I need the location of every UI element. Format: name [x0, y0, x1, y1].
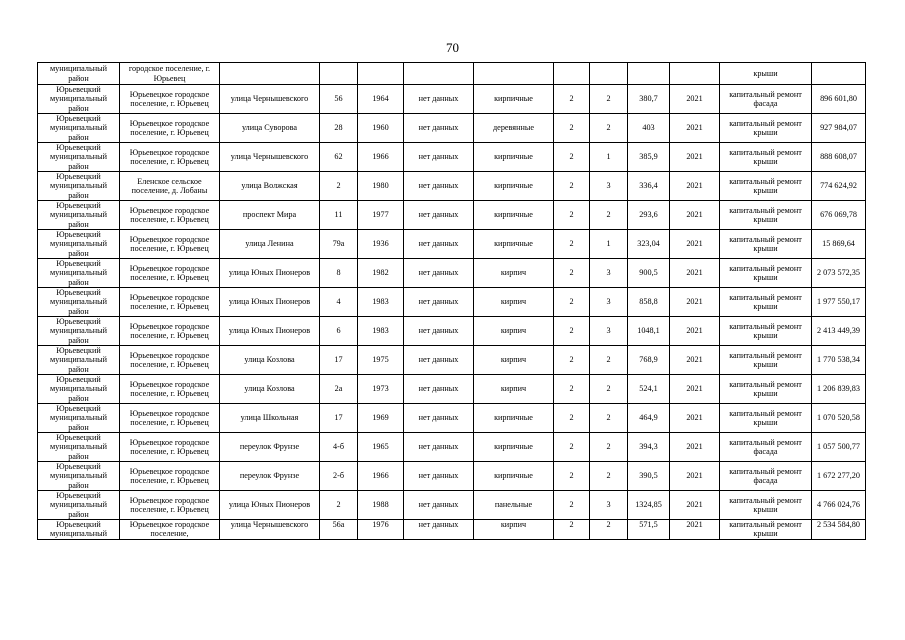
cell-area: 293,6 — [628, 201, 670, 230]
cell-district: Юрьевецкий муниципальный район — [38, 288, 120, 317]
cell-house: 56а — [320, 520, 358, 540]
cell-cost: 1 672 277,20 — [812, 462, 866, 491]
cell-floors: 2 — [554, 259, 590, 288]
cell-floors: 2 — [554, 404, 590, 433]
cell-entrances: 3 — [590, 172, 628, 201]
cell-year — [358, 63, 404, 85]
cell-material: кирпичные — [474, 230, 554, 259]
cell-area: 385,9 — [628, 143, 670, 172]
table-row — [38, 491, 866, 520]
cell-floors: 2 — [554, 462, 590, 491]
cell-street: улица Юных Пионеров — [220, 317, 320, 346]
cell-house: 62 — [320, 143, 358, 172]
cell-year: 1975 — [358, 346, 404, 375]
cell-settlement: городское поселение, г. Юрьевец — [120, 63, 220, 85]
cell-street: улица Козлова — [220, 346, 320, 375]
cell-floors: 2 — [554, 114, 590, 143]
cell-plan-year: 2021 — [670, 433, 720, 462]
cell-cost: 927 984,07 — [812, 114, 866, 143]
cell-plan-year: 2021 — [670, 317, 720, 346]
cell-cost — [812, 63, 866, 85]
cell-cost: 774 624,92 — [812, 172, 866, 201]
cell-area: 464,9 — [628, 404, 670, 433]
cell-status: нет данных — [404, 433, 474, 462]
cell-year: 1966 — [358, 462, 404, 491]
cell-street: улица Чернышевского — [220, 520, 320, 540]
cell-work: капитальный ремонт крыши — [720, 230, 812, 259]
cell-area: 768,9 — [628, 346, 670, 375]
cell-status: нет данных — [404, 114, 474, 143]
cell-floors: 2 — [554, 172, 590, 201]
cell-cost: 4 766 024,76 — [812, 491, 866, 520]
cell-street: улица Юных Пионеров — [220, 259, 320, 288]
cell-floors: 2 — [554, 520, 590, 540]
cell-status: нет данных — [404, 491, 474, 520]
cell-year: 1983 — [358, 317, 404, 346]
cell-material — [474, 63, 554, 85]
cell-settlement: Юрьевецкое городское поселение, г. Юрьевец — [120, 259, 220, 288]
cell-status: нет данных — [404, 259, 474, 288]
cell-street: улица Юных Пионеров — [220, 288, 320, 317]
cell-district: Юрьевецкий муниципальный район — [38, 404, 120, 433]
cell-plan-year: 2021 — [670, 491, 720, 520]
cell-year: 1966 — [358, 143, 404, 172]
cell-settlement: Юрьевецкое городское поселение, г. Юрьевец — [120, 85, 220, 114]
cell-district: Юрьевецкий муниципальный район — [38, 462, 120, 491]
cell-district: Юрьевецкий муниципальный район — [38, 317, 120, 346]
cell-street: улица Юных Пионеров — [220, 491, 320, 520]
cell-district: Юрьевецкий муниципальный район — [38, 85, 120, 114]
cell-house: 28 — [320, 114, 358, 143]
cell-cost: 2 073 572,35 — [812, 259, 866, 288]
cell-area: 336,4 — [628, 172, 670, 201]
table-row — [38, 404, 866, 433]
cell-material: деревянные — [474, 114, 554, 143]
cell-floors: 2 — [554, 143, 590, 172]
table-body — [38, 63, 866, 520]
cell-status: нет данных — [404, 201, 474, 230]
cell-plan-year: 2021 — [670, 114, 720, 143]
cell-street: улица Волжская — [220, 172, 320, 201]
cell-settlement: Юрьевецкое городское поселение, г. Юрьевец — [120, 288, 220, 317]
cell-work: капитальный ремонт фасада — [720, 462, 812, 491]
cell-house: 2 — [320, 491, 358, 520]
cell-plan-year: 2021 — [670, 462, 720, 491]
table-row-cut — [38, 520, 866, 540]
cell-floors: 2 — [554, 201, 590, 230]
cell-work: капитальный ремонт крыши — [720, 259, 812, 288]
cell-status: нет данных — [404, 462, 474, 491]
cell-district: Юрьевецкий муниципальный район — [38, 375, 120, 404]
cell-entrances: 2 — [590, 404, 628, 433]
cell-plan-year: 2021 — [670, 143, 720, 172]
cell-street: улица Суворова — [220, 114, 320, 143]
cell-status: нет данных — [404, 172, 474, 201]
cell-settlement: Юрьевецкое городское поселение, — [120, 520, 220, 540]
cell-settlement: Юрьевецкое городское поселение, г. Юрьевец — [120, 404, 220, 433]
table-row — [38, 85, 866, 114]
cell-work: капитальный ремонт фасада — [720, 433, 812, 462]
cell-entrances: 2 — [590, 462, 628, 491]
cell-floors: 2 — [554, 230, 590, 259]
cell-settlement: Юрьевецкое городское поселение, г. Юрьевец — [120, 230, 220, 259]
cell-work: капитальный ремонт крыши — [720, 491, 812, 520]
cell-floors: 2 — [554, 288, 590, 317]
cell-cost: 2 413 449,39 — [812, 317, 866, 346]
cell-year: 1960 — [358, 114, 404, 143]
cell-status: нет данных — [404, 288, 474, 317]
cell-work: капитальный ремонт крыши — [720, 520, 812, 540]
cell-street: проспект Мира — [220, 201, 320, 230]
cell-work: капитальный ремонт крыши — [720, 114, 812, 143]
cell-settlement: Юрьевецкое городское поселение, г. Юрьевец — [120, 375, 220, 404]
cell-work: капитальный ремонт крыши — [720, 317, 812, 346]
cell-settlement: Юрьевецкое городское поселение, г. Юрьевец — [120, 491, 220, 520]
cell-year: 1936 — [358, 230, 404, 259]
cell-year: 1988 — [358, 491, 404, 520]
cell-material: кирпичные — [474, 404, 554, 433]
cell-house: 56 — [320, 85, 358, 114]
cell-street: улица Чернышевского — [220, 85, 320, 114]
table-body-end — [38, 520, 866, 540]
cell-status: нет данных — [404, 520, 474, 540]
cell-work: капитальный ремонт крыши — [720, 404, 812, 433]
cell-material: кирпичные — [474, 172, 554, 201]
cell-material: кирпичные — [474, 462, 554, 491]
cell-year: 1983 — [358, 288, 404, 317]
cell-area: 571,5 — [628, 520, 670, 540]
cell-material: кирпичные — [474, 143, 554, 172]
cell-settlement: Юрьевецкое городское поселение, г. Юрьевец — [120, 201, 220, 230]
cell-entrances: 2 — [590, 520, 628, 540]
cell-material: кирпич — [474, 288, 554, 317]
cell-entrances: 3 — [590, 491, 628, 520]
cell-house: 79а — [320, 230, 358, 259]
cell-house: 2а — [320, 375, 358, 404]
cell-floors — [554, 63, 590, 85]
cell-status — [404, 63, 474, 85]
cell-plan-year: 2021 — [670, 404, 720, 433]
cell-cost: 1 206 839,83 — [812, 375, 866, 404]
cell-settlement: Юрьевецкое городское поселение, г. Юрьевец — [120, 317, 220, 346]
cell-work: капитальный ремонт крыши — [720, 143, 812, 172]
cell-material: кирпичные — [474, 201, 554, 230]
cell-year: 1980 — [358, 172, 404, 201]
cell-plan-year: 2021 — [670, 520, 720, 540]
cell-entrances: 3 — [590, 259, 628, 288]
table-row — [38, 375, 866, 404]
cell-cost: 1 057 500,77 — [812, 433, 866, 462]
cell-area: 380,7 — [628, 85, 670, 114]
cell-status: нет данных — [404, 230, 474, 259]
cell-house: 4 — [320, 288, 358, 317]
cell-area: 1324,85 — [628, 491, 670, 520]
cell-house: 2 — [320, 172, 358, 201]
cell-entrances: 2 — [590, 114, 628, 143]
cell-plan-year: 2021 — [670, 172, 720, 201]
cell-cost: 15 869,64 — [812, 230, 866, 259]
cell-area: 858,8 — [628, 288, 670, 317]
capital-repair-register-table — [37, 62, 866, 540]
table-row — [38, 433, 866, 462]
table-row-continued — [38, 63, 866, 85]
table-row — [38, 346, 866, 375]
cell-street: улица Школьная — [220, 404, 320, 433]
cell-street: улица Козлова — [220, 375, 320, 404]
cell-district: Юрьевецкий муниципальный район — [38, 346, 120, 375]
cell-plan-year — [670, 63, 720, 85]
cell-work: капитальный ремонт крыши — [720, 375, 812, 404]
cell-street: переулок Фрунзе — [220, 433, 320, 462]
cell-work: капитальный ремонт крыши — [720, 201, 812, 230]
cell-area: 394,3 — [628, 433, 670, 462]
cell-entrances — [590, 63, 628, 85]
cell-plan-year: 2021 — [670, 346, 720, 375]
cell-material: кирпичные — [474, 85, 554, 114]
cell-district: Юрьевецкий муниципальный — [38, 520, 120, 540]
cell-year: 1969 — [358, 404, 404, 433]
cell-plan-year: 2021 — [670, 230, 720, 259]
cell-year: 1976 — [358, 520, 404, 540]
cell-entrances: 2 — [590, 85, 628, 114]
cell-entrances: 2 — [590, 375, 628, 404]
cell-street — [220, 63, 320, 85]
cell-entrances: 2 — [590, 346, 628, 375]
cell-plan-year: 2021 — [670, 375, 720, 404]
cell-settlement: Юрьевецкое городское поселение, г. Юрьевец — [120, 346, 220, 375]
cell-plan-year: 2021 — [670, 259, 720, 288]
cell-settlement: Юрьевецкое городское поселение, г. Юрьевец — [120, 462, 220, 491]
cell-work: капитальный ремонт фасада — [720, 85, 812, 114]
cell-area: 900,5 — [628, 259, 670, 288]
table-row — [38, 230, 866, 259]
cell-cost: 1 070 520,58 — [812, 404, 866, 433]
table-row — [38, 201, 866, 230]
cell-house: 2-б — [320, 462, 358, 491]
cell-street: переулок Фрунзе — [220, 462, 320, 491]
cell-house: 11 — [320, 201, 358, 230]
cell-entrances: 2 — [590, 433, 628, 462]
cell-district: Юрьевецкий муниципальный район — [38, 433, 120, 462]
cell-year: 1977 — [358, 201, 404, 230]
cell-house: 17 — [320, 346, 358, 375]
cell-cost: 2 534 584,80 — [812, 520, 866, 540]
cell-area: 1048,1 — [628, 317, 670, 346]
cell-house: 6 — [320, 317, 358, 346]
cell-entrances: 2 — [590, 201, 628, 230]
cell-status: нет данных — [404, 317, 474, 346]
cell-house: 4-б — [320, 433, 358, 462]
cell-settlement: Юрьевецкое городское поселение, г. Юрьевец — [120, 114, 220, 143]
cell-material: кирпич — [474, 346, 554, 375]
cell-district: Юрьевецкий муниципальный район — [38, 491, 120, 520]
cell-status: нет данных — [404, 375, 474, 404]
cell-work: крыши — [720, 63, 812, 85]
cell-entrances: 3 — [590, 288, 628, 317]
cell-cost: 1 977 550,17 — [812, 288, 866, 317]
table-row — [38, 317, 866, 346]
cell-district: Юрьевецкий муниципальный район — [38, 172, 120, 201]
cell-settlement: Юрьевецкое городское поселение, г. Юрьевец — [120, 433, 220, 462]
cell-work: капитальный ремонт крыши — [720, 172, 812, 201]
cell-work: капитальный ремонт крыши — [720, 346, 812, 375]
cell-cost: 1 770 538,34 — [812, 346, 866, 375]
cell-entrances: 3 — [590, 317, 628, 346]
cell-district: муниципальный район — [38, 63, 120, 85]
cell-work: капитальный ремонт крыши — [720, 288, 812, 317]
cell-entrances: 1 — [590, 230, 628, 259]
cell-area: 323,04 — [628, 230, 670, 259]
cell-material: кирпич — [474, 259, 554, 288]
table-row — [38, 114, 866, 143]
cell-cost: 896 601,80 — [812, 85, 866, 114]
cell-house: 8 — [320, 259, 358, 288]
cell-year: 1965 — [358, 433, 404, 462]
table-row — [38, 288, 866, 317]
cell-status: нет данных — [404, 85, 474, 114]
cell-district: Юрьевецкий муниципальный район — [38, 230, 120, 259]
cell-material: кирпич — [474, 375, 554, 404]
cell-area: 390,5 — [628, 462, 670, 491]
cell-area: 524,1 — [628, 375, 670, 404]
cell-district: Юрьевецкий муниципальный район — [38, 201, 120, 230]
cell-house — [320, 63, 358, 85]
cell-floors: 2 — [554, 375, 590, 404]
table-row — [38, 259, 866, 288]
cell-cost: 888 608,07 — [812, 143, 866, 172]
cell-year: 1973 — [358, 375, 404, 404]
cell-status: нет данных — [404, 404, 474, 433]
cell-settlement: Еленское сельское поселение, д. Лобаны — [120, 172, 220, 201]
cell-district: Юрьевецкий муниципальный район — [38, 259, 120, 288]
cell-district: Юрьевецкий муниципальный район — [38, 114, 120, 143]
cell-material: кирпич — [474, 317, 554, 346]
cell-district: Юрьевецкий муниципальный район — [38, 143, 120, 172]
cell-cost: 676 069,78 — [812, 201, 866, 230]
table-row — [38, 172, 866, 201]
cell-year: 1982 — [358, 259, 404, 288]
cell-settlement: Юрьевецкое городское поселение, г. Юрьевец — [120, 143, 220, 172]
cell-entrances: 1 — [590, 143, 628, 172]
cell-floors: 2 — [554, 317, 590, 346]
table-row — [38, 462, 866, 491]
cell-status: нет данных — [404, 143, 474, 172]
page-number: 70 — [446, 40, 459, 55]
cell-area — [628, 63, 670, 85]
cell-year: 1964 — [358, 85, 404, 114]
cell-plan-year: 2021 — [670, 288, 720, 317]
cell-material: панельные — [474, 491, 554, 520]
cell-street: улица Чернышевского — [220, 143, 320, 172]
cell-plan-year: 2021 — [670, 201, 720, 230]
cell-floors: 2 — [554, 433, 590, 462]
cell-house: 17 — [320, 404, 358, 433]
cell-material: кирпичные — [474, 433, 554, 462]
cell-floors: 2 — [554, 491, 590, 520]
cell-plan-year: 2021 — [670, 85, 720, 114]
table-row — [38, 143, 866, 172]
cell-floors: 2 — [554, 85, 590, 114]
cell-material: кирпич — [474, 520, 554, 540]
cell-floors: 2 — [554, 346, 590, 375]
cell-status: нет данных — [404, 346, 474, 375]
cell-street: улица Ленина — [220, 230, 320, 259]
cell-area: 403 — [628, 114, 670, 143]
